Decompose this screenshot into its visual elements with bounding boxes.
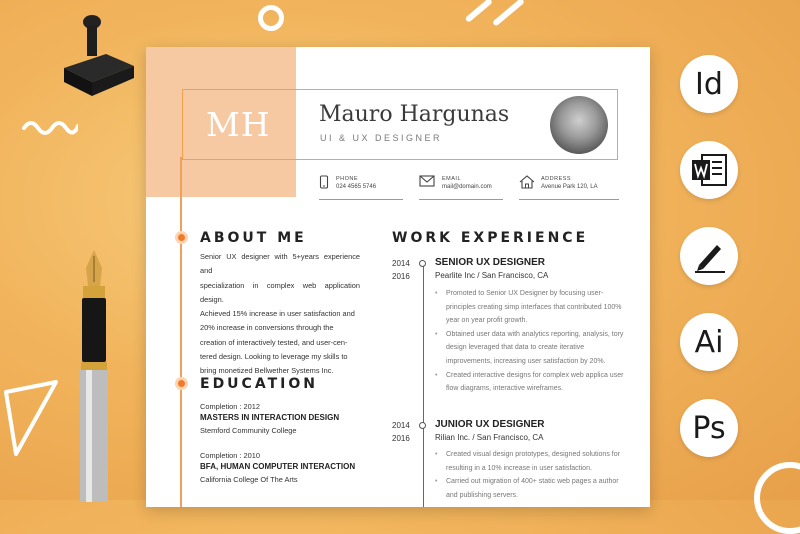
job-bullet: • Created visual design prototypes, designed solutions for resulting in a 10% increase in user satisfaction. xyxy=(435,448,625,475)
work-heading: WORK EXPERIENCE xyxy=(392,230,589,246)
about-line: Achieved 15% increase in user satisfaction and xyxy=(200,309,355,319)
job-bullet: • Obtained user data with analytics reporting, analysis, tory design leveraged that data to create iterative improvements, increasing user satisfaction by 20%. xyxy=(435,328,625,369)
about-line: specialization in complex web application design. xyxy=(200,280,360,304)
job-title: JUNIOR UX DESIGNER xyxy=(435,419,545,430)
app-label: Id xyxy=(695,66,723,102)
education-completion: Completion : 2012 xyxy=(200,402,260,411)
avatar xyxy=(550,96,608,154)
education-degree: BFA, HUMAN COMPUTER INTERACTION xyxy=(200,462,356,471)
education-completion: Completion : 2010 xyxy=(200,451,260,460)
phone-icon xyxy=(319,175,329,189)
mail-icon xyxy=(419,175,435,187)
education-school: Stemford Community College xyxy=(200,426,297,435)
illustrator-icon xyxy=(680,313,738,371)
about-text xyxy=(200,250,360,379)
fountain-pen-icon xyxy=(72,246,116,502)
contact-value: mail@domain.com xyxy=(442,184,492,190)
work-timeline xyxy=(423,261,424,507)
job-bullet: • Promoted to Senior UX Designer by focusing user-principles creating simp interfaces that contributed 100% year on year profit growth. xyxy=(435,287,625,328)
stamp-icon xyxy=(60,14,140,96)
indesign-icon xyxy=(680,55,738,113)
education-heading: EDUCATION xyxy=(200,376,318,392)
about-heading: ABOUT ME xyxy=(200,230,307,246)
home-icon xyxy=(519,175,535,189)
contact-value: 024 4565 5746 xyxy=(336,184,377,190)
section-marker xyxy=(178,380,185,387)
about-line: tered design. Looking to leverage my skills to xyxy=(200,352,348,362)
contact-email xyxy=(419,173,503,200)
job-bullets xyxy=(435,287,625,396)
left-timeline xyxy=(180,157,182,507)
triangle-decoration xyxy=(0,372,62,462)
job-year-start: 2014 xyxy=(392,421,410,430)
app-label: Ai xyxy=(694,324,724,360)
job-company: Rilian Inc. / San Francisco, CA xyxy=(435,433,544,442)
word-icon xyxy=(680,141,738,199)
contact-label: PHONE xyxy=(336,176,359,182)
circle-decoration xyxy=(258,5,284,31)
job-title: SENIOR UX DESIGNER xyxy=(435,257,546,268)
resume-role: UI & UX DESIGNER xyxy=(320,133,443,143)
job-company: Pearlite Inc / San Francisco, CA xyxy=(435,271,549,280)
job-year-end: 2016 xyxy=(392,434,410,443)
resume-document xyxy=(146,47,650,507)
job-year-end: 2016 xyxy=(392,272,410,281)
resume-name: Mauro Hargunas xyxy=(319,102,510,127)
zigzag-decoration xyxy=(22,116,78,136)
section-marker xyxy=(178,234,185,241)
education-school: California College Of The Arts xyxy=(200,475,298,484)
about-line: 20% increase in conversions through the xyxy=(200,323,334,333)
job-bullet: • Created interactive designs for complex web applica user flow diagrams, interactive wireframes. xyxy=(435,369,625,396)
job-year-start: 2014 xyxy=(392,259,410,268)
line-decoration xyxy=(492,0,525,27)
app-label: Ps xyxy=(692,410,726,446)
pen-tool-icon xyxy=(680,227,738,285)
about-line: Senior UX designer with 5+years experience and xyxy=(200,252,360,276)
timeline-marker xyxy=(419,260,426,267)
about-line: bring monetized Bellwether Systems Inc. xyxy=(200,366,334,376)
timeline-marker xyxy=(419,422,426,429)
job-bullets xyxy=(435,448,625,502)
line-decoration xyxy=(465,0,493,23)
contact-phone xyxy=(319,173,403,200)
contact-label: ADDRESS xyxy=(541,176,572,182)
education-degree: MASTERS IN INTERACTION DESIGN xyxy=(200,413,340,422)
about-line: creation of interactively tested, and user-cen- xyxy=(200,337,348,347)
contact-address xyxy=(519,173,619,200)
circle-decoration xyxy=(754,462,800,534)
contact-label: EMAIL xyxy=(442,176,462,182)
photoshop-icon xyxy=(680,399,738,457)
job-bullet: • Carried out migration of 400+ static web pages a author and publishing servers. xyxy=(435,475,625,502)
contact-value: Avenue Park 120, LA xyxy=(541,184,598,190)
monogram: MH xyxy=(206,105,271,144)
